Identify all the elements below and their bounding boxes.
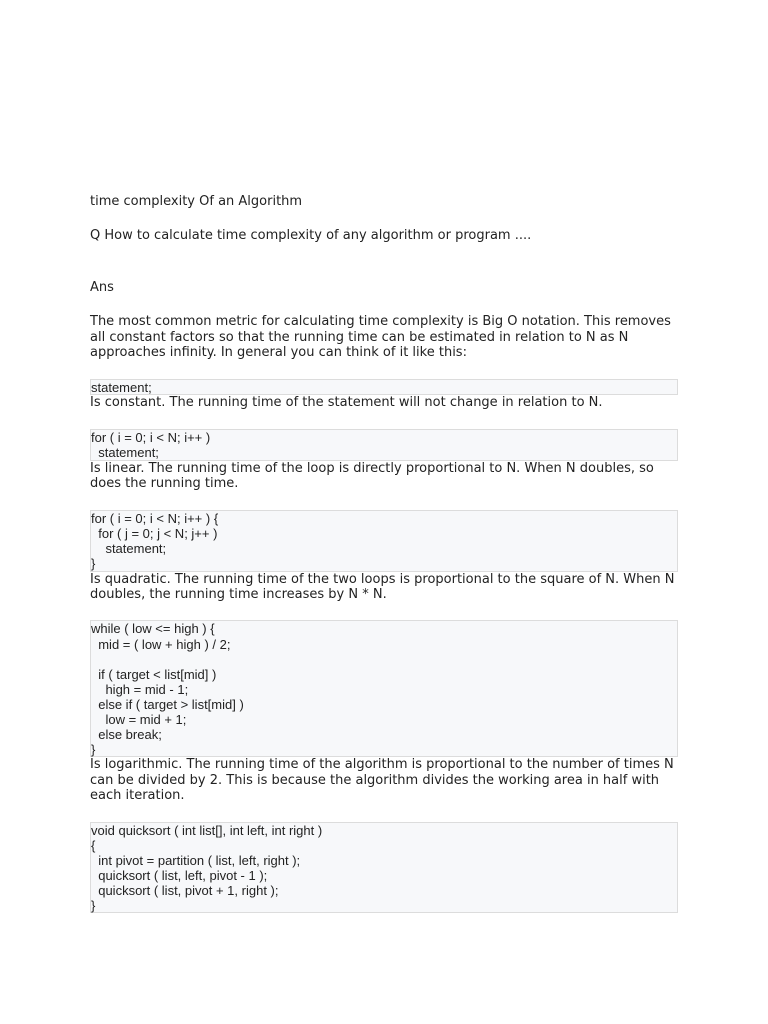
code-block-quicksort: void quicksort ( int list[], int left, int right ) { int pivot = partition ( list, left, right ); quicksort ( list, left, pivot - 1 ); quicksort ( list, pivot + 1, right ); } <box>90 822 678 913</box>
answer-label: Ans <box>90 279 114 295</box>
code-block-quadratic: for ( i = 0; i < N; i++ ) { for ( j = 0; j < N; j++ ) statement; } <box>90 510 678 572</box>
code-block-linear: for ( i = 0; i < N; i++ ) statement; <box>90 429 678 461</box>
description-constant: Is constant. The running time of the statement will not change in relation to N. <box>90 395 603 411</box>
question-text: Q How to calculate time complexity of any algorithm or program .... <box>90 228 532 244</box>
description-logarithmic: Is logarithmic. The running time of the algorithm is proportional to the number of times N can be divided by 2. This is because the algorithm divides the working area in half with each iteration. <box>90 757 674 804</box>
document-page <box>90 194 678 913</box>
intro-paragraph: The most common metric for calculating time complexity is Big O notation. This removes all constant factors so that the running time can be estimated in relation to N as N approaches infinity. In general you can think of it like this: <box>90 314 671 361</box>
code-block-logarithmic: while ( low <= high ) { mid = ( low + high ) / 2; if ( target < list[mid] ) high = mid - 1; else if ( target > list[mid] ) low = mid + 1; else break; } <box>90 620 678 757</box>
description-linear: Is linear. The running time of the loop is directly proportional to N. When N doubles, so does the running time. <box>90 460 654 492</box>
code-block-constant: statement; <box>90 379 678 395</box>
document-title: time complexity Of an Algorithm <box>90 194 303 209</box>
description-quadratic: Is quadratic. The running time of the two loops is proportional to the square of N. When N doubles, the running time increases by N * N. <box>90 571 675 603</box>
